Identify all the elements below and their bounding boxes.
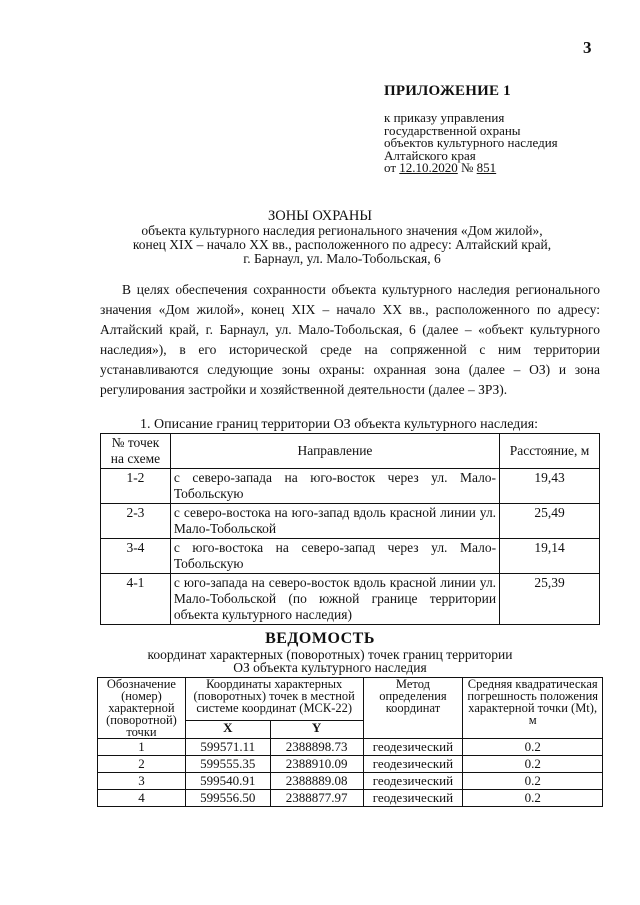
points-cell: 2-3 [101,504,171,539]
y-value: 2388910.09 [270,756,363,773]
coordinates-table [97,677,603,807]
order-line-2: государственной охраны [384,122,521,138]
order-date-line [384,162,624,175]
header-coordinates: Координаты характерных (поворотных) точек в местной системе координат (МСК-22) [185,678,363,721]
table-row [101,504,600,539]
direction-cell: с северо-востока на юго-запад вдоль красной линии ул. Мало-Тобольской [170,504,499,539]
y-value: 2388889.08 [270,773,363,790]
vedomost-subtitle: координат характерных (поворотных) точек границ территории ОЗ объекта культурного наследия [147,647,513,675]
points-cell: 1-2 [101,469,171,504]
table-row [101,574,600,625]
zones-subtitle: объекта культурного наследия регионального значения «Дом жилой», конец XIX – начало XX вв., расположенного по адресу: Алтайский край, г. Барнаул, ул. Мало-Тобольская, 6 [132,223,552,266]
point-number: 1 [98,739,186,756]
y-value: 2388898.73 [270,739,363,756]
zones-title: ЗОНЫ ОХРАНЫ [267,208,373,224]
table-row [98,739,603,756]
header-y: Y [270,721,363,739]
order-reference [384,112,624,175]
order-line-4: Алтайского края [384,147,476,163]
order-date: 12.10.2020 [399,160,458,175]
vedomost-title: ВЕДОМОСТЬ [265,630,375,647]
table-row [98,773,603,790]
error-value: 0.2 [463,773,603,790]
header-distance: Расстояние, м [500,434,600,469]
method-value: геодезический [363,739,463,756]
y-value: 2388877.97 [270,790,363,807]
order-line-1: к приказу управления [384,110,505,125]
header-designation: Обозначение (номер) характерной (поворотной) точки [98,678,186,739]
intro-paragraph: В целях обеспечения сохранности объекта культурного наследия регионального значения «Дом жилой», конец XIX – начало XX вв., расположенного по адресу: Алтайский край, г. Барнаул, ул. Мало-Тобольская, 6 (далее – «объект культурного наследия»), в его исторической среде на сопряженной с ним территории устанавливаются следующие зоны охраны: охранная зона (далее – ОЗ) и зона регулирования застройки и хозяйственной деятельности (далее – ЗРЗ). [100,282,600,397]
section1-title: 1. Описание границ территории ОЗ объекта культурного наследия: [140,417,539,432]
table-row [98,790,603,807]
table-row [101,539,600,574]
distance-cell: 25,49 [500,504,600,539]
x-value: 599540.91 [185,773,270,790]
direction-cell: с юго-востока на северо-запад через ул. Мало-Тобольскую [170,539,499,574]
appendix-title: ПРИЛОЖЕНИЕ 1 [384,83,511,99]
points-cell: 3-4 [101,539,171,574]
error-value: 0.2 [463,756,603,773]
method-value: геодезический [363,756,463,773]
x-value: 599571.11 [185,739,270,756]
x-value: 599556.50 [185,790,270,807]
distance-cell: 19,43 [500,469,600,504]
error-value: 0.2 [463,739,603,756]
point-number: 2 [98,756,186,773]
point-number: 3 [98,773,186,790]
x-value: 599555.35 [185,756,270,773]
error-value: 0.2 [463,790,603,807]
distance-cell: 19,14 [500,539,600,574]
distance-cell: 25,39 [500,574,600,625]
table-row [98,756,603,773]
header-direction: Направление [170,434,499,469]
points-cell: 4-1 [101,574,171,625]
direction-cell: с юго-запада на северо-восток вдоль красной линии ул. Мало-Тобольской (по южной границе территории объекта культурного наследия) [170,574,499,625]
number-prefix: № [461,160,474,175]
order-number: 851 [476,160,497,175]
order-line-3: объектов культурного наследия [384,135,558,150]
header-error: Средняя квадратическая погрешность положения характерной точки (Mt), м [463,678,603,739]
page-number: 3 [583,38,592,57]
method-value: геодезический [363,773,463,790]
header-points: № точек на схеме [101,434,171,469]
method-value: геодезический [363,790,463,807]
direction-cell: с северо-запада на юго-восток через ул. Мало-Тобольскую [170,469,499,504]
date-prefix: от [384,160,397,175]
header-x: X [185,721,270,739]
header-method: Метод определения координат [363,678,463,739]
table-row [101,469,600,504]
boundary-table [100,433,600,625]
point-number: 4 [98,790,186,807]
